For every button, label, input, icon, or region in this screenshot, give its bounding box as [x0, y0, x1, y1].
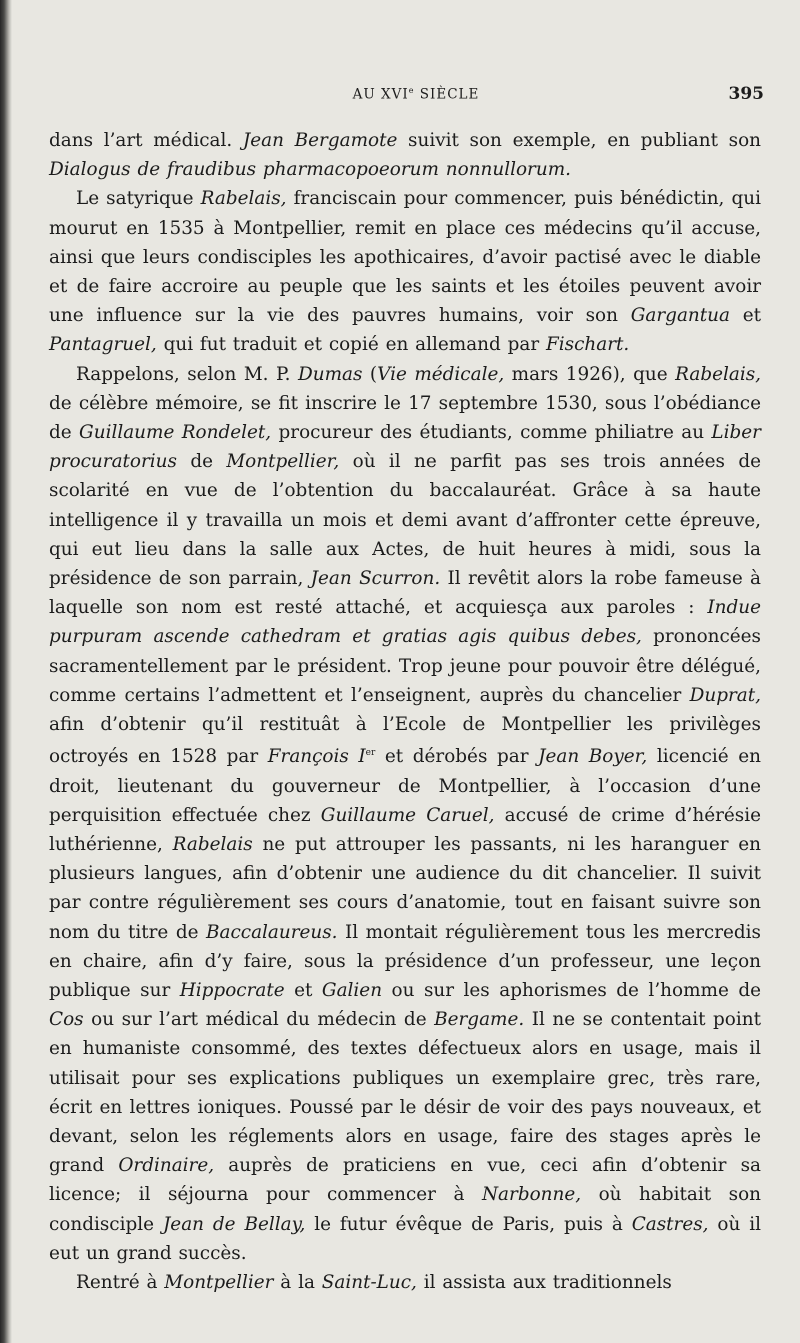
- paragraph-4: Rentré à Montpellier à la Saint-Luc, il assista aux traditionnels: [76, 1272, 672, 1294]
- paragraph-2: Le satyrique Rabelais, franciscain pour commencer, puis bénédictin, qui mourut en 1535 à Montpellier, remit en place ces médecins qu’il accuse, ainsi que leurs condisciples les apothicaires, d’avoir pactisé avec le diable et de faire accroire au peuple que les saints et les étoiles peuvent avoir une influence sur la vie des pauvres humains, voir son Gargantua et Pantagruel, qui fut traduit et copié en allemand par Fischart.: [49, 188, 761, 356]
- running-title: AU XVIe SIÈCLE: [352, 86, 480, 103]
- paragraph-1: dans l’art médical. Jean Bergamote suivit son exemple, en publiant son Dialogus de fraudibus pharmacopoeorum nonnullorum.: [49, 130, 761, 181]
- body-text: [49, 126, 761, 1297]
- page-number: 395: [728, 84, 764, 104]
- page-binding-edge: [0, 0, 12, 1343]
- page-header: [60, 86, 772, 110]
- paragraph-3: Rappelons, selon M. P. Dumas (Vie médicale, mars 1926), que Rabelais, de célèbre mémoire, se fit inscrire le 17 septembre 1530, sous l’obédiance de Guillaume Rondelet, procureur des étudiants, comme philiatre au Liber procuratorius de Montpellier, où il ne parfit pas ses trois années de scolarité en vue de l’obtention du baccalauréat. Grâce à sa haute intelligence il y travailla un mois et demi avant d’affronter cette épreuve, qui eut lieu dans la salle aux Actes, de huit heures à midi, sous la présidence de son parrain, Jean Scurron. Il revêtit alors la robe fameuse à laquelle son nom est resté attaché, et acquiesça aux paroles : Indue purpuram ascende cathedram et gratias agis quibus debes, prononcées sacramentellement par le président. Trop jeune pour pouvoir être délégué, comme certains l’admettent et l’enseignent, auprès du chancelier Duprat, afin d’obtenir qu’il restituât à l’Ecole de Montpellier les privilèges octroyés en 1528 par François Ier et dérobés par Jean Boyer, licencié en droit, lieutenant du gouverneur de Montpellier, à l’occasion d’une perquisition effectuée chez Guillaume Caruel, accusé de crime d’hérésie luthérienne, Rabelais ne put attrouper les passants, ni les haranguer en plusieurs langues, afin d’obtenir une audience du dit chancelier. Il suivit par contre régulièrement ses cours d’anatomie, tout en faisant suivre son nom du titre de Baccalaureus. Il montait régulièrement tous les mercredis en chaire, afin d’y faire, sous la présidence d’un professeur, une leçon publique sur Hippocrate et Galien ou sur les aphorismes de l’homme de Cos ou sur l’art médical du médecin de Bergame. Il ne se contentait point en humaniste consommé, des textes défectueux alors en usage, mais il utilisait pour ses explications publiques un exemplaire grec, très rare, écrit en lettres ioniques. Poussé par le désir de voir des pays nouveaux, et devant, selon les réglements alors en usage, faire des stages après le grand Ordinaire, auprès de praticiens en vue, ceci afin d’obtenir sa licence; il séjourna pour commencer à Narbonne, où habitait son condisciple Jean de Bellay, le futur évêque de Paris, puis à Castres, où il eut un grand succès.: [49, 363, 762, 1264]
